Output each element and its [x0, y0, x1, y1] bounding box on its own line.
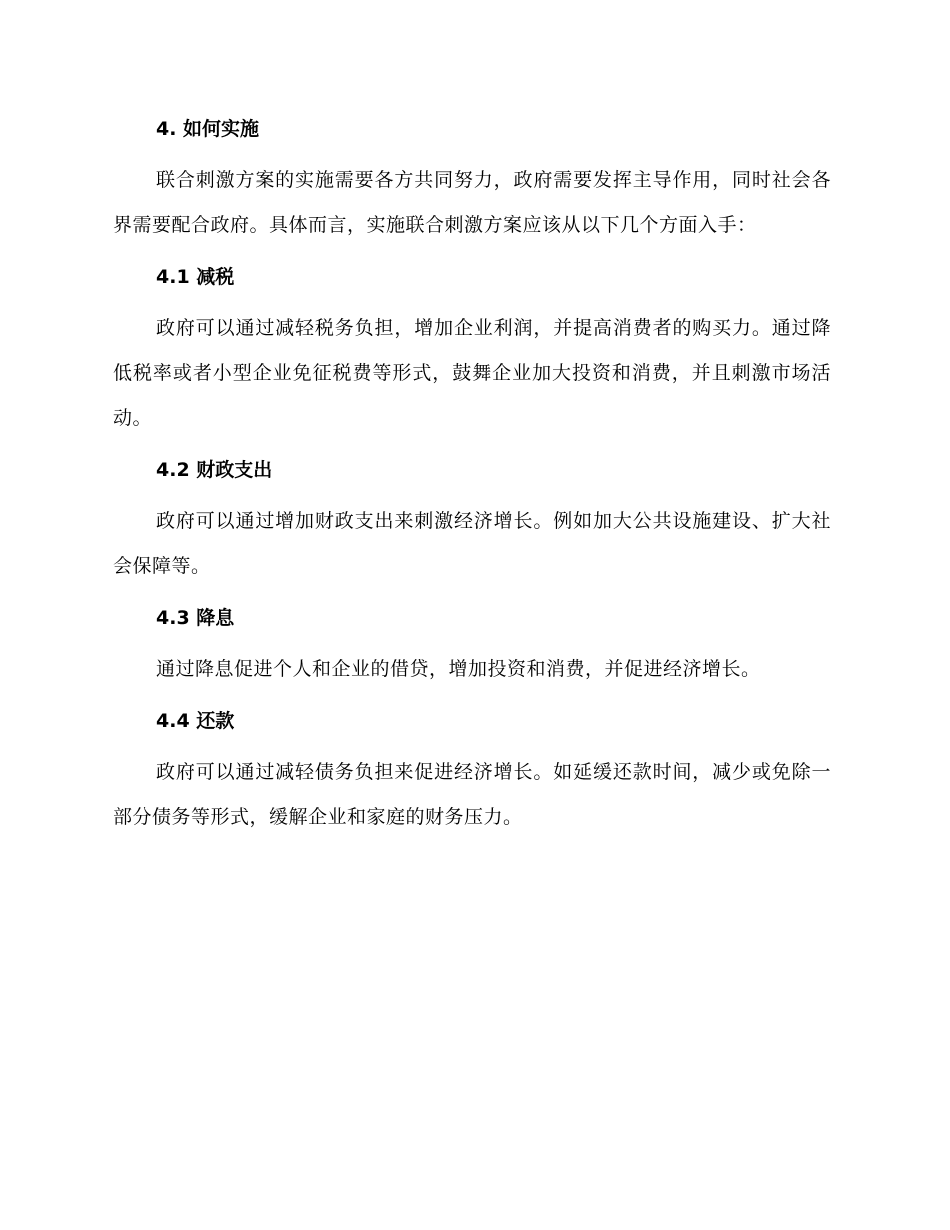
section-paragraph-fiscal-spending: 政府可以通过增加财政支出来刺激经济增长。例如加大公共设施建设、扩大社会保障等。 — [113, 510, 831, 577]
section-paragraph-tax-cut: 政府可以通过减轻税务负担，增加企业利润，并提高消费者的购买力。通过降低税率或者小型企业免征税费等形式，鼓舞企业加大投资和消费，并且刺激市场活动。 — [113, 317, 831, 429]
section-paragraph-repayment: 政府可以通过减轻债务负担来促进经济增长。如延缓还款时间，减少或免除一部分债务等形式，缓解企业和家庭的财务压力。 — [113, 761, 831, 828]
section-heading-fiscal-spending: 4.2 财政支出 — [156, 459, 273, 481]
document-content — [113, 112, 831, 840]
section-paragraph-how-to-implement: 联合刺激方案的实施需要各方共同努力，政府需要发挥主导作用，同时社会各界需要配合政府。具体而言，实施联合刺激方案应该从以下几个方面入手： — [113, 169, 831, 236]
section-heading-repayment: 4.4 还款 — [156, 710, 235, 732]
section-paragraph-rate-cut: 通过降息促进个人和企业的借贷，增加投资和消费，并促进经济增长。 — [156, 658, 761, 680]
section-heading-rate-cut: 4.3 降息 — [156, 607, 235, 629]
section-heading-tax-cut: 4.1 减税 — [156, 266, 235, 288]
section-heading-how-to-implement: 4. 如何实施 — [156, 118, 260, 140]
